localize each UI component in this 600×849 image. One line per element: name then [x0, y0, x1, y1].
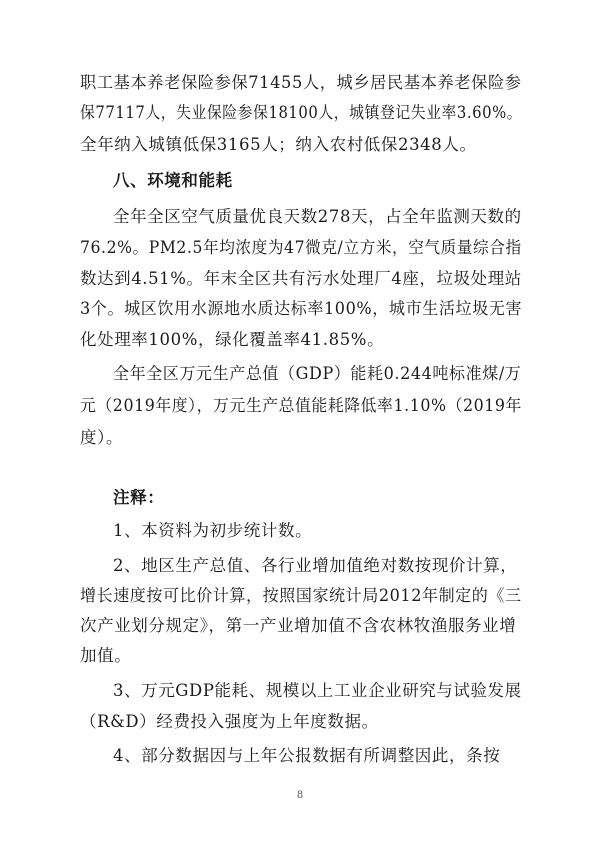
text-line: 化处理率100%，绿化覆盖率41.85%。 [80, 330, 385, 349]
text-line: （R&D）经费投入强度为上年度数据。 [80, 712, 379, 731]
text-line: 全年纳入城镇低保3165人；纳入农村低保2348人。 [80, 135, 477, 154]
text-line: 次产业划分规定》，第一产业增加值不含农林牧渔服务业增 [80, 616, 517, 635]
text-line: 加值。 [80, 646, 132, 665]
page-number: 8 [296, 790, 304, 801]
note-item: 1、本资料为初步统计数。 [113, 521, 313, 540]
notes-heading: 注释： [113, 488, 165, 507]
text-line: 全年全区空气质量优良天数278天，占全年监测天数的 [113, 207, 522, 226]
note-item: 2、地区生产总值、各行业增加值绝对数按现价计算， [113, 556, 518, 575]
text-line: 元（2019年度），万元生产总值能耗降低率1.10%（2019年 [80, 396, 522, 415]
text-line: 3个。城区饮用水源地水质达标率100%，城市生活垃圾无害 [80, 299, 523, 318]
text-line: 增长速度按可比价计算，按照国家统计局2012年制定的《三 [80, 586, 522, 605]
text-line: 全年全区万元生产总值（GDP）能耗0.244吨标准煤/万 [113, 364, 522, 383]
text-line: 度）。 [80, 428, 124, 447]
text-line: 职工基本养老保险参保71455人，城乡居民基本养老保险参 [80, 73, 522, 92]
text-line: 76.2%。PM2.5年均浓度为47微克/立方米，空气质量综合指 [80, 238, 522, 257]
text-line: 数达到4.51%。年末全区共有污水处理厂4座，垃圾处理站 [80, 269, 522, 288]
note-item: 3、万元GDP能耗、规模以上工业企业研究与试验发展 [113, 681, 522, 700]
text-line: 保77117人，失业保险参保18100人，城镇登记失业率3.60%。 [80, 103, 523, 122]
section-heading: 八、环境和能耗 [113, 171, 233, 190]
note-item: 4、部分数据因与上年公报数据有所调整因此，条按 [113, 746, 501, 765]
